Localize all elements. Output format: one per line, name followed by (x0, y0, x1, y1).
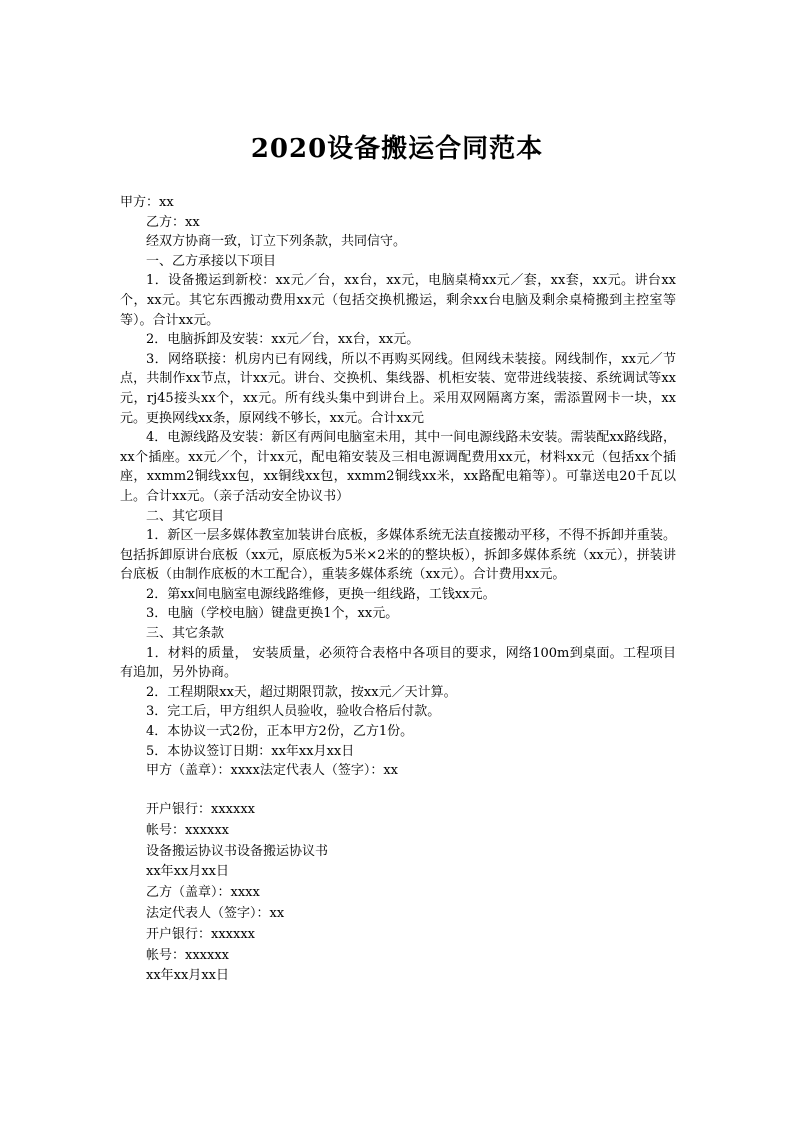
party-a-line: 甲方：xx (120, 195, 174, 210)
clause-3-4: 4．本协议一式2份，正本甲方2份，乙方1份。 (146, 724, 414, 740)
signature-line: 开户银行：xxxxxx (146, 926, 255, 942)
clause-1-1: 1．设备搬运到新校：xx元／台，xx台，xx元，电脑桌椅xx元／套，xx套，xx元。讲台xx个，xx元。其它东西搬动费用xx元（包括交换机搬运，剩余xx台电脑及剩余桌椅搬到主控室等等）。合计xx元。 (120, 273, 676, 328)
clause-3-5: 5．本协议签订日期：xx年xx月xx日 (146, 743, 355, 759)
clause-3-3: 3．完工后，甲方组织人员验收，验收合格后付款。 (146, 704, 441, 720)
document-body (120, 193, 676, 781)
intro-paragraph: 经双方协商一致，订立下列条款，共同信守。 (146, 234, 407, 250)
signature-line: xx年xx月xx日 (146, 968, 229, 984)
section-heading-3: 三、其它条款 (146, 626, 225, 642)
signature-line: 开户银行：xxxxxx (146, 802, 255, 817)
clause-1-2: 2．电脑拆卸及安装：xx元／台，xx台，xx元。 (146, 332, 420, 348)
signature-line: 乙方（盖章）：xxxx (146, 885, 260, 901)
clause-2-2: 2．第xx间电脑室电源线路维修，更换一组线路，工钱xx元。 (146, 586, 496, 602)
signature-block (146, 800, 328, 987)
clause-2-3: 3．电脑（学校电脑）键盘更换1个，xx元。 (146, 606, 399, 622)
clause-2-1: 1．新区一层多媒体教室加装讲台底板，多媒体系统无法直接搬动平移，不得不拆卸并重装。包括拆卸原讲台底板（xx元，原底板为5米×2米的的整块板），拆卸多媒体系统（xx元），拼装讲台底板（由制作底板的木工配合），重装多媒体系统（xx元）。合计费用xx元。 (120, 528, 676, 583)
signature-line: 帐号：xxxxxx (146, 822, 229, 838)
clause-1-4: 4．电源线路及安装：新区有两间电脑室未用，其中一间电源线路未安装。需装配xx路线路，xx个插座。xx元／个，计xx元，配电箱安装及三相电源调配费用xx元，材料xx元（包括xx个插座，xxmm2铜线xx包，xx铜线xx包，xxmm2铜线xx米，xx路配电箱等）。可靠送电20千瓦以上。合计xx元。（亲子活动安全协议书） (120, 430, 676, 504)
signature-line: 帐号：xxxxxx (146, 947, 229, 963)
section-heading-2: 二、其它项目 (146, 508, 225, 524)
party-a-signature: 甲方（盖章）：xxxx法定代表人（签字）：xx (146, 763, 398, 779)
document-title: 2020设备搬运合同范本 (250, 134, 544, 164)
section-heading-1: 一、乙方承接以下项目 (146, 253, 277, 269)
clause-3-1: 1．材料的质量， 安装质量，必须符合表格中各项目的要求，网络100m到桌面。工程项目有追加，另外协商。 (120, 645, 676, 681)
clause-1-3: 3．网络联接：机房内已有网线，所以不再购买网线。但网线未装接。网线制作，xx元／节点，共制作xx节点，计xx元。讲台、交换机、集线器、机柜安装、宽带进线装接、系统调试等xx元，rj45接头xx个，xx元。所有线头集中到讲台上。采用双网隔离方案，需添置网卡一块，xx元。更换网线xx条，原网线不够长，xx元。合计xx元 (120, 351, 676, 426)
signature-line: 设备搬运协议书设备搬运协议书 (146, 843, 329, 859)
signature-line: xx年xx月xx日 (146, 864, 229, 880)
clause-3-2: 2．工程期限xx天，超过期限罚款，按xx元／天计算。 (146, 684, 457, 700)
party-b-line: 乙方：xx (146, 214, 200, 230)
signature-line: 法定代表人（签字）：xx (146, 905, 285, 921)
